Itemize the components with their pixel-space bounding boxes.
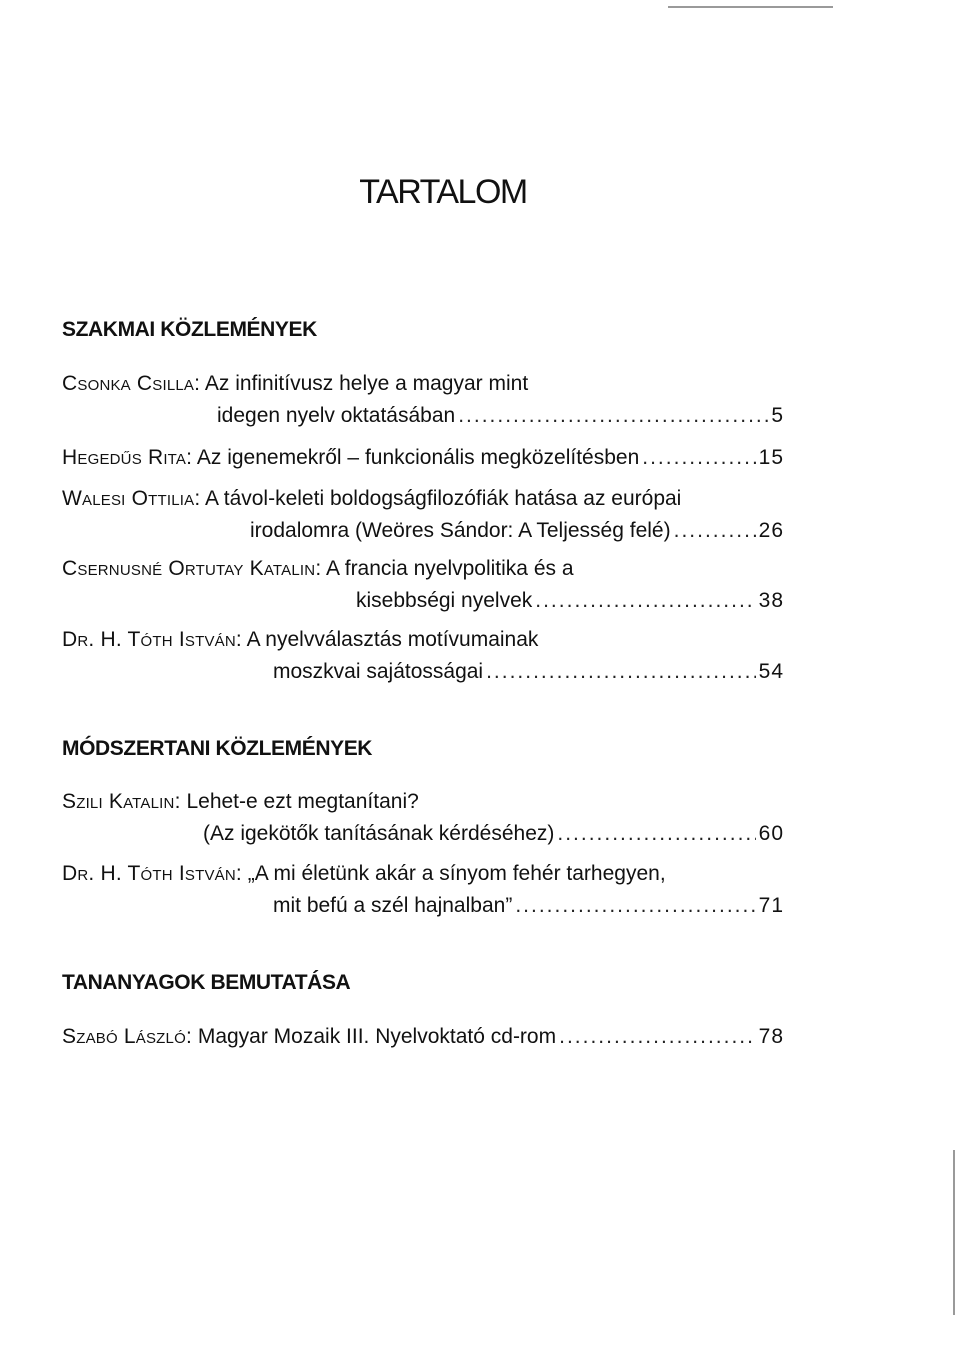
section-heading-tananyagok: TANANYAGOK BEMUTATÁSA <box>62 971 351 994</box>
entry-title: Magyar Mozaik III. Nyelvoktató cd-rom <box>197 1025 557 1048</box>
toc-entry[interactable] <box>62 553 784 617</box>
entry-page-number: 54 <box>758 660 784 683</box>
entry-title-continued: mit befú a szél hajnalban” <box>273 894 513 917</box>
top-edge-rule <box>668 6 833 8</box>
page-title: TARTALOM <box>359 173 527 211</box>
entry-title-continued: moszkvai sajátosságai <box>273 660 484 683</box>
section-heading-szakmai: SZAKMAI KÖZLEMÉNYEK <box>62 318 317 341</box>
toc-entry[interactable] <box>62 624 784 688</box>
entry-title: A francia nyelvpolitika és a <box>326 557 574 580</box>
entry-title-continued: kisebbségi nyelvek <box>356 589 533 612</box>
entry-page-number: 15 <box>758 446 784 469</box>
entry-author: Hegedűs Rita: <box>62 446 193 469</box>
entry-page-number: 38 <box>758 589 784 612</box>
entry-author: Dr. H. Tóth István: <box>62 862 242 885</box>
toc-entry[interactable] <box>62 368 784 432</box>
entry-page-number: 5 <box>771 404 784 427</box>
toc-entry[interactable] <box>62 786 784 850</box>
toc-entry[interactable] <box>62 442 784 474</box>
entry-author: Csonka Csilla: <box>62 372 201 395</box>
entry-title-continued: irodalomra (Weöres Sándor: A Teljesség felé) <box>250 519 671 542</box>
entry-title-continued: idegen nyelv oktatásában <box>217 404 456 427</box>
entry-title: Az infinitívusz helye a magyar mint <box>204 372 529 395</box>
entry-page-number: 60 <box>758 822 784 845</box>
leader-dots <box>458 400 768 432</box>
leader-dots <box>642 442 755 474</box>
entry-title: „A mi életünk akár a sínyom fehér tarhegyen, <box>247 862 666 885</box>
right-edge-rule <box>953 1150 955 1315</box>
entry-author: Szili Katalin: <box>62 790 181 813</box>
toc-entry[interactable] <box>62 858 784 922</box>
entry-title: A nyelvválasztás motívumainak <box>246 628 539 651</box>
entry-author: Csernusné Ortutay Katalin: <box>62 557 322 580</box>
leader-dots <box>674 515 756 547</box>
leader-dots <box>559 1021 756 1053</box>
entry-author: Szabó László: <box>62 1025 192 1048</box>
leader-dots <box>486 656 756 688</box>
leader-dots <box>535 585 755 617</box>
entry-page-number: 78 <box>758 1025 784 1048</box>
entry-author: Dr. H. Tóth István: <box>62 628 242 651</box>
entry-title-continued: (Az igekötők tanításának kérdéséhez) <box>203 822 555 845</box>
entry-page-number: 71 <box>758 894 784 917</box>
entry-author: Walesi Ottilia: <box>62 487 201 510</box>
entry-title: Az igenemekről – funkcionális megközelítésben <box>196 446 640 469</box>
toc-entry[interactable] <box>62 1021 784 1053</box>
leader-dots <box>515 890 755 922</box>
entry-title: A távol-keleti boldogságfilozófiák hatása az európai <box>205 487 682 510</box>
toc-entry[interactable] <box>62 483 784 547</box>
entry-title: Lehet-e ezt megtanítani? <box>186 790 419 813</box>
entry-page-number: 26 <box>758 519 784 542</box>
section-heading-modszertani: MÓDSZERTANI KÖZLEMÉNYEK <box>62 737 373 760</box>
leader-dots <box>557 818 755 850</box>
